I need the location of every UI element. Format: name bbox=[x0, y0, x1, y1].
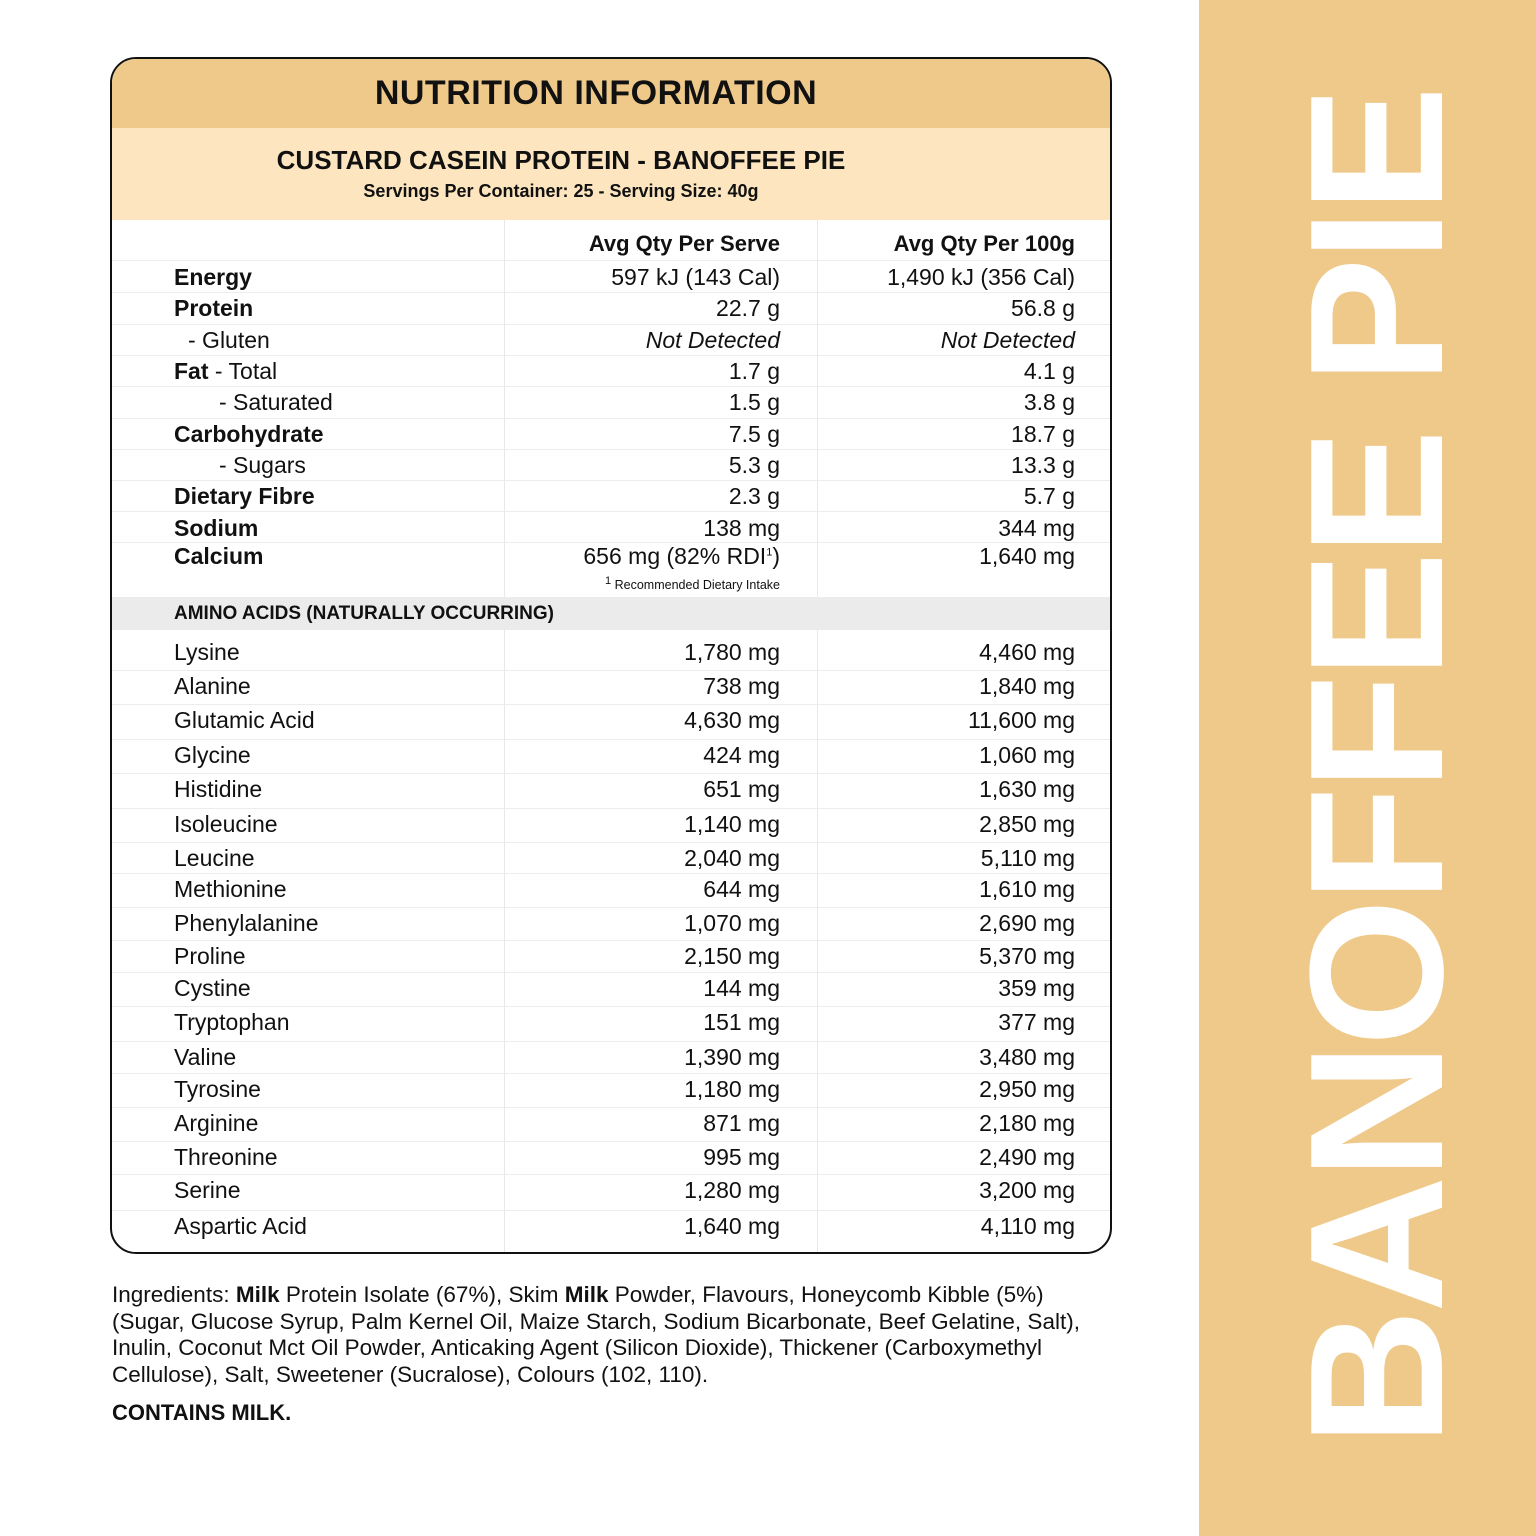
value-per-serve: 597 kJ (143 Cal) bbox=[611, 264, 780, 290]
col-header-per-100g: Avg Qty Per 100g bbox=[893, 231, 1075, 256]
amino-label: Leucine bbox=[174, 845, 255, 871]
nutrient-label: Fat - Total bbox=[174, 358, 278, 384]
allergen-statement: CONTAINS MILK. bbox=[112, 1400, 292, 1425]
row-divider bbox=[112, 670, 1110, 671]
amino-label: Serine bbox=[174, 1177, 241, 1203]
amino-label: Arginine bbox=[174, 1110, 259, 1136]
value-per-serve: 22.7 g bbox=[716, 295, 780, 321]
nutrient-row bbox=[112, 358, 1110, 388]
value-per-100g: 2,850 mg bbox=[979, 811, 1075, 837]
nutrient-row bbox=[112, 327, 1110, 357]
servings-info: Servings Per Container: 25 - Serving Size: 40g bbox=[363, 181, 759, 201]
amino-label: Glycine bbox=[174, 742, 251, 768]
value-per-100g: 1,630 mg bbox=[979, 776, 1075, 802]
amino-row bbox=[112, 742, 1110, 772]
amino-acids-heading: AMINO ACIDS (NATURALLY OCCURRING) bbox=[174, 603, 554, 624]
value-per-serve: 1,070 mg bbox=[684, 910, 780, 936]
value-per-100g: 377 mg bbox=[998, 1009, 1075, 1035]
value-per-100g: 2,690 mg bbox=[979, 910, 1075, 936]
value-per-serve: 871 mg bbox=[703, 1110, 780, 1136]
value-per-100g: Not Detected bbox=[940, 327, 1075, 353]
value-per-100g: 1,490 kJ (356 Cal) bbox=[887, 264, 1075, 290]
row-divider bbox=[112, 1107, 1110, 1108]
value-per-serve: 138 mg bbox=[703, 515, 780, 541]
value-per-serve: 144 mg bbox=[703, 975, 780, 1001]
value-per-100g: 4,110 mg bbox=[980, 1213, 1075, 1239]
value-per-100g: 2,950 mg bbox=[979, 1076, 1075, 1102]
amino-label: Cystine bbox=[174, 975, 251, 1001]
nutrient-row bbox=[112, 421, 1110, 451]
row-divider bbox=[112, 907, 1110, 908]
amino-row bbox=[112, 1213, 1110, 1243]
amino-row bbox=[112, 707, 1110, 737]
value-per-serve: 1,640 mg bbox=[684, 1213, 780, 1239]
nutrient-row bbox=[112, 483, 1110, 513]
amino-label: Threonine bbox=[174, 1144, 278, 1170]
value-per-100g: 4.1 g bbox=[1023, 358, 1075, 384]
row-divider bbox=[112, 739, 1110, 740]
value-per-serve: 644 mg bbox=[703, 876, 780, 902]
value-per-serve: 4,630 mg bbox=[684, 707, 780, 733]
value-per-100g: 3,480 mg bbox=[979, 1044, 1075, 1070]
row-divider bbox=[112, 1210, 1110, 1211]
amino-row bbox=[112, 776, 1110, 806]
amino-label: Histidine bbox=[174, 776, 263, 802]
row-divider bbox=[112, 873, 1110, 874]
amino-row bbox=[112, 1110, 1110, 1140]
nutrient-row bbox=[112, 264, 1110, 294]
value-per-100g: 1,610 mg bbox=[979, 876, 1075, 902]
amino-acids-heading-bar bbox=[112, 597, 1110, 630]
amino-label: Valine bbox=[174, 1044, 237, 1070]
value-per-serve: 2,150 mg bbox=[684, 943, 780, 969]
amino-label: Tyrosine bbox=[174, 1076, 261, 1102]
row-divider bbox=[112, 480, 1110, 481]
col-header-per-serve: Avg Qty Per Serve bbox=[588, 231, 780, 256]
row-divider bbox=[112, 292, 1110, 293]
value-per-serve: 1,140 mg bbox=[684, 811, 780, 837]
amino-row bbox=[112, 943, 1110, 973]
row-divider bbox=[112, 511, 1110, 512]
row-divider bbox=[112, 1041, 1110, 1042]
amino-row bbox=[112, 1177, 1110, 1207]
value-per-serve: 5.3 g bbox=[728, 452, 780, 478]
value-per-serve: 2.3 g bbox=[728, 483, 780, 509]
value-per-100g: 344 mg bbox=[998, 515, 1075, 541]
value-per-100g: 2,490 mg bbox=[979, 1144, 1075, 1170]
amino-row bbox=[112, 1144, 1110, 1174]
value-per-100g: 3,200 mg bbox=[979, 1177, 1075, 1203]
amino-label: Aspartic Acid bbox=[174, 1213, 307, 1239]
value-per-100g: 1,060 mg bbox=[979, 742, 1075, 768]
value-per-100g: 11,600 mg bbox=[968, 707, 1075, 733]
row-divider bbox=[112, 940, 1110, 941]
amino-label: Phenylalanine bbox=[174, 910, 319, 936]
nutrient-label: - Saturated bbox=[219, 389, 333, 415]
nutrition-panel bbox=[110, 57, 1112, 1254]
nutrient-label: - Gluten bbox=[188, 327, 270, 353]
value-per-100g: 5.7 g bbox=[1023, 483, 1075, 509]
value-per-serve: 1.5 g bbox=[728, 389, 780, 415]
row-divider bbox=[112, 418, 1110, 419]
value-per-serve: 738 mg bbox=[703, 673, 780, 699]
value-per-serve: 656 mg (82% RDI$^1$) bbox=[583, 543, 780, 569]
row-divider bbox=[112, 324, 1110, 325]
row-divider bbox=[112, 1073, 1110, 1074]
value-per-100g: 18.7 g bbox=[1011, 421, 1075, 447]
value-per-serve: 1,780 mg bbox=[684, 639, 780, 665]
row-divider bbox=[112, 1006, 1110, 1007]
nutrient-row bbox=[112, 389, 1110, 419]
panel-title: NUTRITION INFORMATION bbox=[374, 74, 818, 112]
row-divider bbox=[112, 386, 1110, 387]
value-per-serve: 1.7 g bbox=[728, 358, 780, 384]
row-divider bbox=[112, 773, 1110, 774]
amino-row bbox=[112, 845, 1110, 875]
rdi-footnote: $^1$ Recommended Dietary Intake bbox=[605, 575, 780, 593]
amino-row bbox=[112, 639, 1110, 669]
value-per-100g: 5,110 mg bbox=[980, 845, 1075, 871]
value-per-serve: Not Detected bbox=[645, 327, 780, 353]
value-per-100g: 1,840 mg bbox=[979, 673, 1075, 699]
nutrient-label: Sodium bbox=[174, 515, 259, 541]
flavour-vertical-label: BANOFFEE PIE bbox=[1271, 89, 1483, 1447]
row-divider bbox=[112, 704, 1110, 705]
row-divider bbox=[112, 1141, 1110, 1142]
amino-label: Proline bbox=[174, 943, 246, 969]
nutrient-label: - Sugars bbox=[219, 452, 306, 478]
value-per-100g: 3.8 g bbox=[1023, 389, 1075, 415]
amino-row bbox=[112, 1044, 1110, 1074]
value-per-serve: 1,180 mg bbox=[684, 1076, 780, 1102]
nutrient-row bbox=[112, 452, 1110, 482]
panel-header bbox=[112, 59, 1110, 128]
amino-row bbox=[112, 975, 1110, 1005]
row-divider bbox=[112, 972, 1110, 973]
amino-label: Methionine bbox=[174, 876, 287, 902]
amino-row bbox=[112, 910, 1110, 940]
value-per-serve: 7.5 g bbox=[728, 421, 780, 447]
nutrient-label: Calcium bbox=[174, 543, 264, 569]
amino-row bbox=[112, 876, 1110, 906]
value-per-serve: 151 mg bbox=[703, 1009, 780, 1035]
amino-label: Alanine bbox=[174, 673, 251, 699]
product-name: CUSTARD CASEIN PROTEIN - BANOFFEE PIE bbox=[276, 145, 846, 175]
nutrient-label: Energy bbox=[174, 264, 252, 290]
row-divider bbox=[112, 260, 1110, 261]
nutrient-row bbox=[112, 295, 1110, 325]
nutrient-label: Carbohydrate bbox=[174, 421, 324, 447]
value-per-100g: 359 mg bbox=[998, 975, 1075, 1001]
amino-row bbox=[112, 1076, 1110, 1106]
value-per-serve: 424 mg bbox=[703, 742, 780, 768]
value-per-serve: 1,280 mg bbox=[684, 1177, 780, 1203]
nutrient-row bbox=[112, 515, 1110, 545]
value-per-100g: 5,370 mg bbox=[979, 943, 1075, 969]
value-per-serve: 2,040 mg bbox=[684, 845, 780, 871]
amino-label: Tryptophan bbox=[174, 1009, 290, 1035]
value-per-serve: 651 mg bbox=[703, 776, 780, 802]
value-per-serve: 995 mg bbox=[703, 1144, 780, 1170]
row-divider bbox=[112, 1174, 1110, 1175]
value-per-100g: 4,460 mg bbox=[979, 639, 1075, 665]
value-per-100g: 13.3 g bbox=[1011, 452, 1075, 478]
amino-row bbox=[112, 673, 1110, 703]
value-per-100g: 56.8 g bbox=[1011, 295, 1075, 321]
amino-label: Isoleucine bbox=[174, 811, 278, 837]
nutrient-label: Protein bbox=[174, 295, 254, 321]
row-divider bbox=[112, 808, 1110, 809]
ingredients-text: Ingredients: Milk Protein Isolate (67%), Skim Milk Powder, Flavours, Honeycomb Kibble (5%) (Sugar, Glucose Syrup, Palm Kernel Oil, Maize Starch, Sodium Bicarbonate, Beef Gelatine, Salt), Inulin, Coconut Mct Oil Powder, Anticaking Agent (Silicon Dioxide), Thickener (Carboxymethyl Cellulose), Salt, Sweetener (Sucralose), Colours (102, 110). bbox=[112, 1282, 1080, 1387]
amino-label: Lysine bbox=[174, 639, 240, 665]
value-per-100g: 1,640 mg bbox=[979, 543, 1075, 569]
row-divider bbox=[112, 449, 1110, 450]
row-divider bbox=[112, 842, 1110, 843]
amino-label: Glutamic Acid bbox=[174, 707, 315, 733]
amino-row bbox=[112, 1009, 1110, 1039]
nutrient-row bbox=[112, 543, 1110, 573]
value-per-serve: 1,390 mg bbox=[684, 1044, 780, 1070]
nutrient-label: Dietary Fibre bbox=[174, 483, 315, 509]
row-divider bbox=[112, 355, 1110, 356]
product-header bbox=[112, 128, 1110, 220]
amino-row bbox=[112, 811, 1110, 841]
value-per-100g: 2,180 mg bbox=[979, 1110, 1075, 1136]
